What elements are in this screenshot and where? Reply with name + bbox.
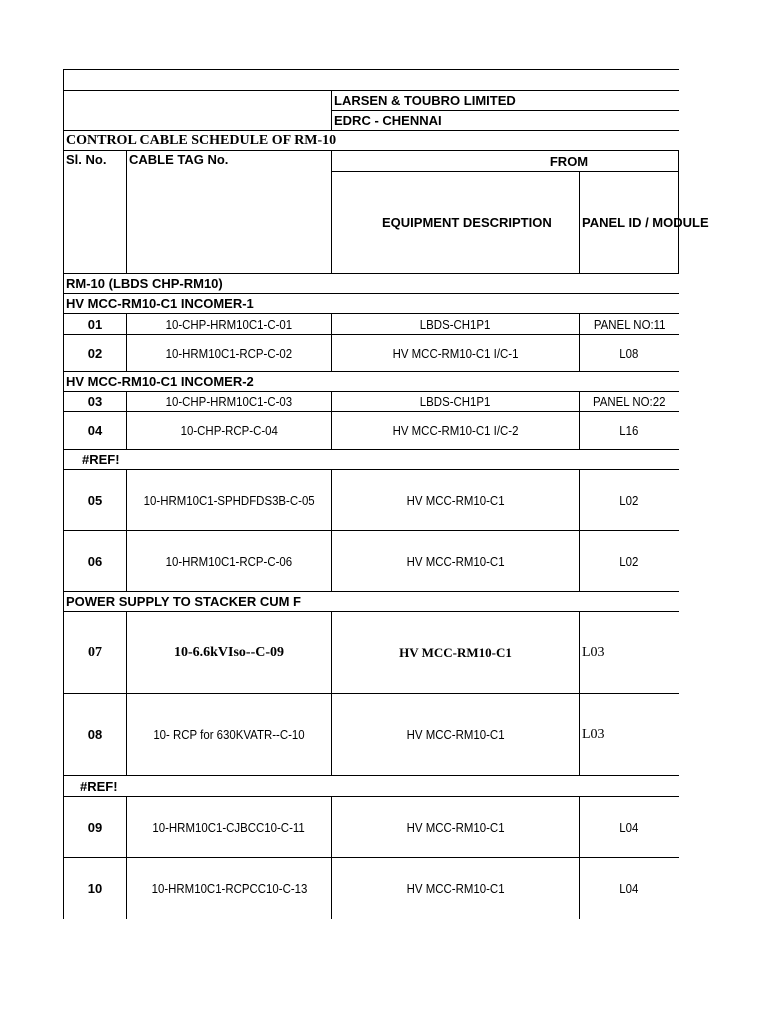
sl-no-cell: 06 bbox=[64, 531, 127, 592]
panel-cell bbox=[580, 412, 679, 450]
title-row bbox=[64, 131, 679, 151]
section-label: POWER SUPPLY TO STACKER CUM F bbox=[64, 592, 679, 612]
blank-cell bbox=[64, 70, 679, 91]
section-label: HV MCC-RM10-C1 INCOMER-1 bbox=[64, 294, 679, 314]
equipment-cell bbox=[332, 858, 580, 919]
equipment-cell bbox=[332, 392, 580, 412]
cable-schedule-sheet bbox=[63, 69, 709, 919]
equipment-text: HV MCC-RM10-C1 bbox=[406, 492, 505, 508]
cable-tag-cell bbox=[127, 797, 332, 858]
table-row bbox=[64, 612, 679, 694]
equipment-cell bbox=[332, 412, 580, 450]
panel-cell bbox=[580, 314, 679, 335]
table-row bbox=[64, 412, 679, 450]
equipment-text: LBDS-CH1P1 bbox=[420, 316, 491, 332]
panel-cell bbox=[580, 531, 679, 592]
cable-tag-text: 10-CHP-HRM10C1-C-03 bbox=[165, 394, 293, 409]
section-row bbox=[64, 450, 679, 470]
col-header-from: FROM bbox=[332, 151, 679, 172]
sl-no-cell: 07 bbox=[64, 612, 127, 694]
equipment-text: HV MCC-RM10-C1 bbox=[406, 727, 505, 742]
equipment-text: LBDS-CH1P1 bbox=[420, 394, 491, 409]
sl-no-cell: 01 bbox=[64, 314, 127, 335]
equipment-text: HV MCC-RM10-C1 bbox=[406, 880, 505, 896]
section-label: #REF! bbox=[64, 776, 679, 797]
section-label: RM-10 (LBDS CHP-RM10) bbox=[64, 274, 679, 294]
cable-schedule-table bbox=[63, 69, 709, 919]
table-row bbox=[64, 797, 679, 858]
cable-tag-text: 10-CHP-RCP-C-04 bbox=[180, 423, 278, 438]
panel-cell bbox=[580, 797, 679, 858]
cable-tag-text: 10-HRM10C1-RCPCC10-C-13 bbox=[151, 880, 307, 896]
panel-text: L04 bbox=[619, 880, 639, 896]
section-row bbox=[64, 372, 679, 392]
blank-row bbox=[64, 70, 679, 91]
logo-area-cell bbox=[64, 91, 332, 131]
equipment-cell bbox=[332, 694, 580, 776]
panel-cell bbox=[580, 470, 679, 531]
equipment-cell bbox=[332, 797, 580, 858]
cable-tag-cell bbox=[127, 392, 332, 412]
cable-tag-cell bbox=[127, 858, 332, 919]
panel-text: L02 bbox=[619, 492, 639, 508]
cable-tag-cell bbox=[127, 314, 332, 335]
col-header-panel-id: PANEL ID / MODULE bbox=[580, 172, 679, 274]
cable-tag-cell: 10-6.6kVIso--C-09 bbox=[127, 612, 332, 694]
section-row bbox=[64, 294, 679, 314]
cable-tag-text: 10-HRM10C1-RCP-C-06 bbox=[165, 553, 293, 569]
cable-tag-text: 10-CHP-HRM10C1-C-01 bbox=[165, 316, 293, 332]
equipment-cell bbox=[332, 335, 580, 372]
equipment-text: HV MCC-RM10-C1 bbox=[406, 553, 505, 569]
sl-no-cell: 10 bbox=[64, 858, 127, 919]
sl-no-cell: 04 bbox=[64, 412, 127, 450]
panel-cell: L03 bbox=[580, 612, 679, 694]
table-row bbox=[64, 694, 679, 776]
equipment-text: HV MCC-RM10-C1 bbox=[406, 819, 505, 835]
cable-tag-cell bbox=[127, 470, 332, 531]
table-row bbox=[64, 470, 679, 531]
section-row bbox=[64, 776, 679, 797]
panel-text: L16 bbox=[619, 423, 639, 438]
company-name: LARSEN & TOUBRO LIMITED bbox=[332, 91, 679, 111]
cable-tag-text: 10-HRM10C1-SPHDFDS3B-C-05 bbox=[143, 492, 315, 508]
sl-no-cell: 02 bbox=[64, 335, 127, 372]
cable-tag-cell bbox=[127, 531, 332, 592]
panel-text: L08 bbox=[619, 345, 639, 361]
header-row bbox=[64, 151, 679, 172]
panel-cell bbox=[580, 392, 679, 412]
col-header-cable-tag: CABLE TAG No. bbox=[127, 151, 332, 274]
section-label: HV MCC-RM10-C1 INCOMER-2 bbox=[64, 372, 679, 392]
section-label: #REF! bbox=[64, 450, 679, 470]
equipment-cell: HV MCC-RM10-C1 bbox=[332, 612, 580, 694]
table-row bbox=[64, 858, 679, 919]
cable-tag-cell bbox=[127, 335, 332, 372]
equipment-cell bbox=[332, 314, 580, 335]
panel-text: L02 bbox=[619, 553, 639, 569]
section-row bbox=[64, 274, 679, 294]
panel-cell bbox=[580, 858, 679, 919]
table-row bbox=[64, 392, 679, 412]
cable-tag-cell bbox=[127, 412, 332, 450]
equipment-cell bbox=[332, 531, 580, 592]
table-row bbox=[64, 314, 679, 335]
equipment-text: HV MCC-RM10-C1 I/C-2 bbox=[392, 423, 519, 438]
company-location: EDRC - CHENNAI bbox=[332, 111, 679, 131]
sl-no-cell: 09 bbox=[64, 797, 127, 858]
sl-no-cell: 05 bbox=[64, 470, 127, 531]
panel-cell bbox=[580, 335, 679, 372]
cable-tag-cell bbox=[127, 694, 332, 776]
sl-no-cell: 08 bbox=[64, 694, 127, 776]
section-row bbox=[64, 592, 679, 612]
table-row bbox=[64, 335, 679, 372]
cable-tag-text: 10-HRM10C1-RCP-C-02 bbox=[165, 345, 293, 361]
panel-text: PANEL NO:11 bbox=[593, 316, 666, 332]
company-name-row bbox=[64, 91, 679, 111]
col-header-equipment-description: EQUIPMENT DESCRIPTION bbox=[332, 172, 580, 274]
panel-cell: L03 bbox=[580, 694, 679, 776]
schedule-title: CONTROL CABLE SCHEDULE OF RM-10 bbox=[64, 131, 679, 151]
equipment-text: HV MCC-RM10-C1 I/C-1 bbox=[392, 345, 519, 361]
table-row bbox=[64, 531, 679, 592]
col-header-sl-no: Sl. No. bbox=[64, 151, 127, 274]
panel-text: L04 bbox=[619, 819, 639, 835]
sl-no-cell: 03 bbox=[64, 392, 127, 412]
cable-tag-text: 10-HRM10C1-CJBCC10-C-11 bbox=[152, 819, 306, 835]
cable-tag-text: 10- RCP for 630KVATR--C-10 bbox=[153, 727, 305, 742]
panel-text: PANEL NO:22 bbox=[593, 394, 666, 409]
equipment-cell bbox=[332, 470, 580, 531]
